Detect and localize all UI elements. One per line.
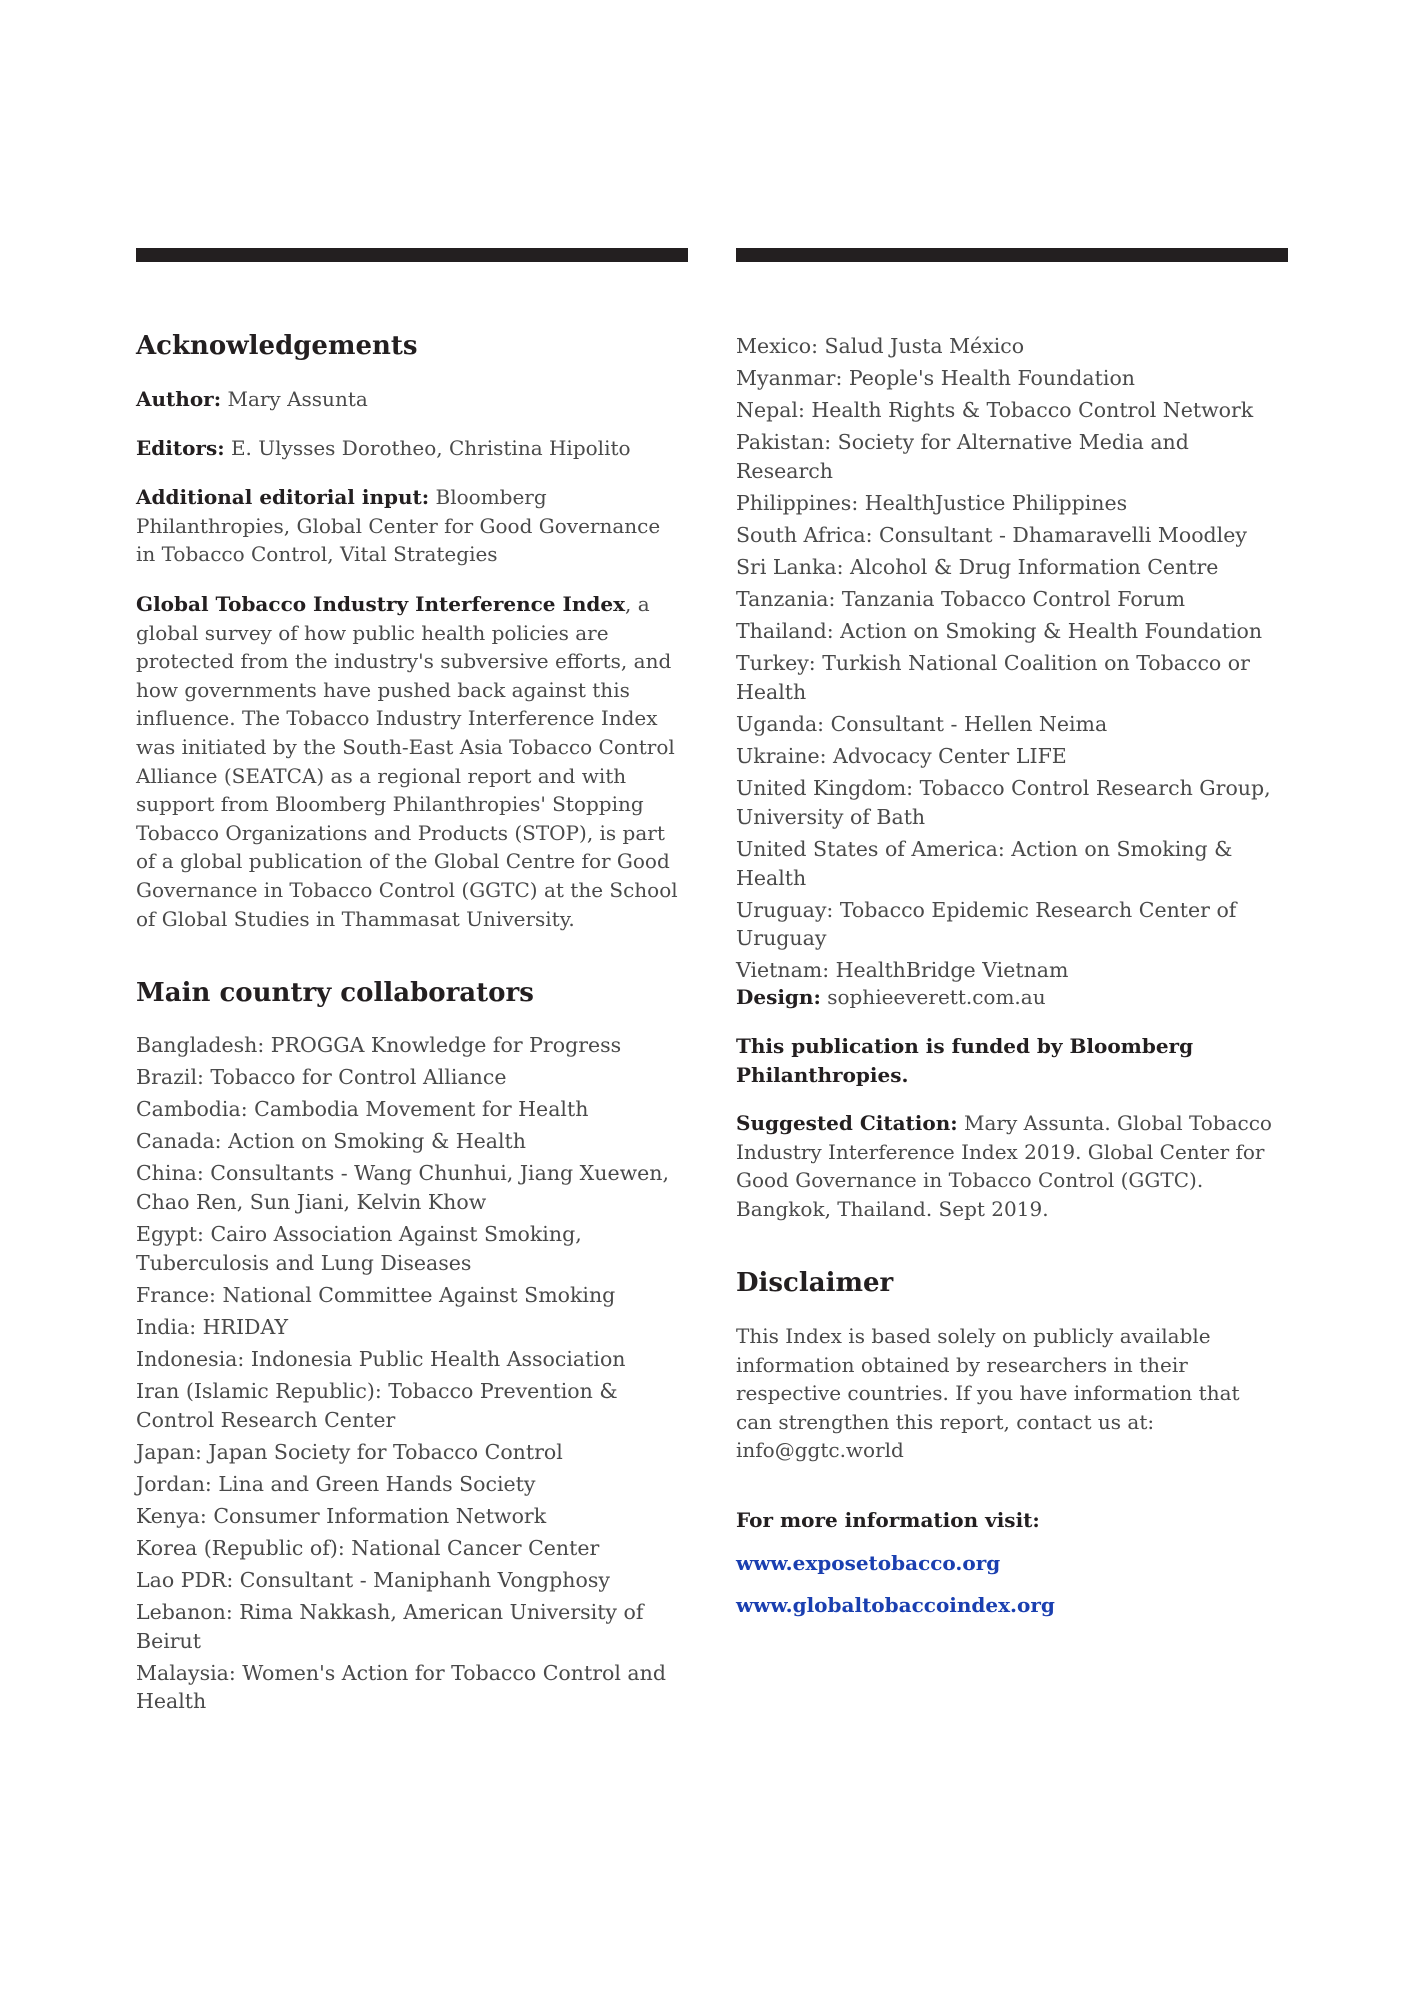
design-label: Design: bbox=[736, 985, 821, 1009]
collaborator-item: Myanmar: People's Health Foundation bbox=[736, 366, 1135, 391]
globaltobaccoindex-link[interactable]: www.globaltobaccoindex.org bbox=[736, 1593, 1055, 1617]
editors-value: E. Ulysses Dorotheo, Christina Hipolito bbox=[224, 436, 631, 460]
collaborator-item: Japan: Japan Society for Tobacco Control bbox=[136, 1439, 563, 1464]
collaborators-list-right bbox=[736, 332, 1288, 988]
collaborator-item: Indonesia: Indonesia Public Health Association bbox=[136, 1346, 626, 1371]
collaborator-item: South Africa: Consultant - Dhamaravelli Moodley bbox=[736, 523, 1247, 548]
collaborator-item: Ukraine: Advocacy Center LIFE bbox=[736, 744, 1067, 769]
collaborator-item: Egypt: Cairo Association Against Smoking, Tuberculosis and Lung Diseases bbox=[136, 1222, 582, 1275]
collaborator-item: Brazil: Tobacco for Control Alliance bbox=[136, 1065, 507, 1090]
index-description: , a global survey of how public health policies are protected from the industry's subversive efforts, and how governments have pushed back against this influence. The Tobacco Industry Interference Index was initiated by the South-East Asia Tobacco Control Alliance (SEATCA) as a regional report and with support from Bloomberg Philanthropies' Stopping Tobacco Organizations and Products (STOP), is part of a global publication of the Global Centre for Good Governance in Tobacco Control (GGTC) at the School of Global Studies in Thammasat University. bbox=[136, 592, 678, 931]
collaborator-item: Canada: Action on Smoking & Health bbox=[136, 1129, 526, 1154]
collaborator-item: Uganda: Consultant - Hellen Neima bbox=[736, 712, 1108, 737]
collaborator-item: Lebanon: Rima Nakkash, American University of Beirut bbox=[136, 1600, 644, 1653]
collaborator-item: Tanzania: Tanzania Tobacco Control Forum bbox=[736, 587, 1186, 612]
author-line bbox=[136, 385, 688, 414]
citation-label: Suggested Citation: bbox=[736, 1111, 958, 1135]
citation-value: Mary Assunta. Global Tobacco Industry Interference Index 2019. Global Center for Good Governance in Tobacco Control (GGTC). Bangkok, Thailand. Sept 2019. bbox=[736, 1111, 1272, 1221]
additional-input-value: Bloomberg Philanthropies, Global Center for Good Governance in Tobacco Control, Vital Strategies bbox=[136, 485, 661, 567]
right-divider-bar bbox=[736, 248, 1288, 262]
left-divider-bar bbox=[136, 248, 688, 262]
index-description-paragraph bbox=[136, 590, 688, 933]
collaborator-item: China: Consultants - Wang Chunhui, Jiang Xuewen, Chao Ren, Sun Jiani, Kelvin Khow bbox=[136, 1161, 669, 1214]
collaborator-item: Malaysia: Women's Action for Tobacco Control and Health bbox=[136, 1660, 666, 1714]
collaborator-item: Vietnam: HealthBridge Vietnam bbox=[736, 958, 1069, 983]
collaborator-item: Jordan: Lina and Green Hands Society bbox=[136, 1471, 536, 1496]
collaborator-item: Turkey: Turkish National Coalition on Tobacco or Health bbox=[736, 651, 1250, 705]
collaborator-item: Korea (Republic of): National Cancer Center bbox=[136, 1536, 600, 1560]
design-value: sophieeverett.com.au bbox=[820, 985, 1046, 1009]
more-info-label: For more information visit: bbox=[736, 1508, 1040, 1532]
author-label: Author: bbox=[136, 387, 222, 411]
collaborator-item: Kenya: Consumer Information Network bbox=[136, 1503, 547, 1528]
collaborator-item: France: National Committee Against Smoking bbox=[136, 1282, 616, 1307]
disclaimer-heading: Disclaimer bbox=[736, 1268, 894, 1298]
collaborators-heading: Main country collaborators bbox=[136, 978, 534, 1008]
editors-label: Editors: bbox=[136, 436, 225, 460]
collaborator-item: Sri Lanka: Alcohol & Drug Information Centre bbox=[736, 555, 1219, 580]
disclaimer-text: This Index is based solely on publicly available information obtained by researchers in their respective countries. If you have information that can strengthen this report, contact us at: info@ggtc.world bbox=[736, 1324, 1240, 1463]
collaborator-item: Uruguay: Tobacco Epidemic Research Center of Uruguay bbox=[736, 897, 1237, 951]
collaborator-item: United States of America: Action on Smoking & Health bbox=[736, 837, 1233, 890]
collaborators-list-left bbox=[136, 1031, 688, 1720]
collaborator-item: Iran (Islamic Republic): Tobacco Prevention & Control Research Center bbox=[136, 1379, 618, 1432]
design-line bbox=[736, 983, 1288, 1012]
collaborator-item: Mexico: Salud Justa México bbox=[736, 334, 1025, 358]
collaborator-item: Philippines: HealthJustice Philippines bbox=[736, 490, 1128, 515]
collaborator-item: Lao PDR: Consultant - Maniphanh Vongphosy bbox=[136, 1568, 610, 1593]
collaborator-item: Bangladesh: PROGGA Knowledge for Progress bbox=[136, 1033, 622, 1057]
index-name: Global Tobacco Industry Interference Index bbox=[136, 592, 626, 616]
collaborator-item: India: HRIDAY bbox=[136, 1314, 288, 1339]
collaborator-item: Cambodia: Cambodia Movement for Health bbox=[136, 1097, 589, 1122]
author-value: Mary Assunta bbox=[221, 387, 368, 411]
acknowledgements-heading: Acknowledgements bbox=[136, 331, 418, 361]
collaborator-item: United Kingdom: Tobacco Control Research Group, University of Bath bbox=[736, 776, 1271, 829]
collaborator-item: Nepal: Health Rights & Tobacco Control Network bbox=[736, 398, 1254, 423]
citation-paragraph bbox=[736, 1109, 1276, 1223]
exposetobacco-link[interactable]: www.exposetobacco.org bbox=[736, 1551, 1001, 1575]
additional-input-paragraph bbox=[136, 483, 676, 569]
funding-statement: This publication is funded by Bloomberg Philanthropies. bbox=[736, 1034, 1194, 1087]
editors-line bbox=[136, 434, 688, 463]
collaborator-item: Thailand: Action on Smoking & Health Foundation bbox=[736, 619, 1263, 644]
additional-input-label: Additional editorial input: bbox=[136, 485, 430, 509]
collaborator-item: Pakistan: Society for Alternative Media and Research bbox=[736, 430, 1189, 483]
